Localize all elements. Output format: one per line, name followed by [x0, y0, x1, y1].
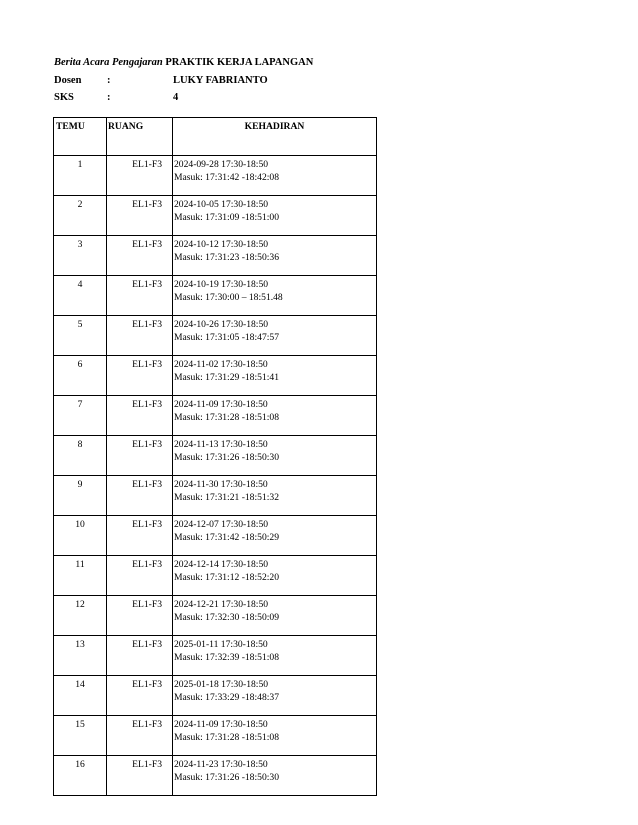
cell-temu: 2 [54, 196, 107, 236]
dosen-value: LUKY FABRIANTO [173, 75, 268, 86]
sks-label: SKS [54, 92, 74, 103]
attendance-text: Masuk: 17:33:29 -18:48:37 [174, 692, 279, 703]
title-main: PRAKTIK KERJA LAPANGAN [165, 57, 314, 68]
attendance-text: Masuk: 17:31:12 -18:52:20 [174, 572, 279, 583]
attendance-text: Masuk: 17:31:26 -18:50:30 [174, 452, 279, 463]
table-row [54, 396, 377, 436]
cell-temu: 10 [54, 516, 107, 556]
attendance-text: Masuk: 17:32:30 -18:50:09 [174, 612, 279, 623]
attendance-text: Masuk: 17:31:21 -18:51:32 [174, 492, 279, 503]
cell-ruang: EL1-F3 [107, 436, 173, 476]
cell-ruang: EL1-F3 [107, 596, 173, 636]
cell-kehadiran [173, 476, 377, 516]
cell-temu: 9 [54, 476, 107, 516]
cell-temu: 4 [54, 276, 107, 316]
table-header-row [54, 118, 377, 156]
cell-ruang: EL1-F3 [107, 676, 173, 716]
attendance-text: Masuk: 17:31:28 -18:51:08 [174, 732, 279, 743]
cell-kehadiran [173, 276, 377, 316]
attendance-text: Masuk: 17:31:42 -18:50:29 [174, 532, 279, 543]
table-row [54, 556, 377, 596]
attendance-text: Masuk: 17:31:05 -18:47:57 [174, 332, 279, 343]
schedule-text: 2024-12-21 17:30-18:50 [174, 599, 269, 610]
cell-temu: 8 [54, 436, 107, 476]
schedule-text: 2024-10-12 17:30-18:50 [174, 239, 269, 250]
attendance-text: Masuk: 17:30:00 – 18:51.48 [174, 292, 283, 303]
header-temu: TEMU [54, 118, 107, 156]
sks-value: 4 [173, 92, 179, 103]
cell-temu: 1 [54, 156, 107, 196]
cell-ruang: EL1-F3 [107, 156, 173, 196]
cell-kehadiran [173, 356, 377, 396]
dosen-label: Dosen [54, 75, 82, 86]
cell-ruang: EL1-F3 [107, 236, 173, 276]
table-row [54, 516, 377, 556]
cell-kehadiran [173, 396, 377, 436]
cell-kehadiran [173, 516, 377, 556]
cell-kehadiran [173, 316, 377, 356]
cell-kehadiran [173, 556, 377, 596]
schedule-text: 2024-11-09 17:30-18:50 [174, 719, 268, 730]
schedule-text: 2024-11-23 17:30-18:50 [174, 759, 268, 770]
document-title [54, 57, 313, 68]
schedule-text: 2025-01-11 17:30-18:50 [174, 639, 268, 650]
attendance-text: Masuk: 17:31:09 -18:51:00 [174, 212, 279, 223]
cell-temu: 3 [54, 236, 107, 276]
title-lead: Berita Acara Pengajaran [54, 57, 163, 68]
table-row [54, 676, 377, 716]
cell-temu: 15 [54, 716, 107, 756]
table-row [54, 476, 377, 516]
attendance-text: Masuk: 17:32:39 -18:51:08 [174, 652, 279, 663]
cell-ruang: EL1-F3 [107, 396, 173, 436]
cell-kehadiran [173, 676, 377, 716]
cell-temu: 5 [54, 316, 107, 356]
schedule-text: 2024-11-02 17:30-18:50 [174, 359, 268, 370]
table-row [54, 356, 377, 396]
header-kehadiran: KEHADIRAN [173, 118, 377, 156]
dosen-colon: : [107, 75, 111, 86]
schedule-text: 2025-01-18 17:30-18:50 [174, 679, 269, 690]
cell-temu: 16 [54, 756, 107, 796]
cell-ruang: EL1-F3 [107, 196, 173, 236]
attendance-text: Masuk: 17:31:23 -18:50:36 [174, 252, 279, 263]
schedule-text: 2024-10-05 17:30-18:50 [174, 199, 269, 210]
table-row [54, 636, 377, 676]
table-row [54, 756, 377, 796]
schedule-text: 2024-09-28 17:30-18:50 [174, 159, 269, 170]
cell-ruang: EL1-F3 [107, 316, 173, 356]
cell-ruang: EL1-F3 [107, 476, 173, 516]
header-ruang: RUANG [107, 118, 173, 156]
cell-ruang: EL1-F3 [107, 516, 173, 556]
attendance-table [53, 117, 377, 796]
table-row [54, 596, 377, 636]
schedule-text: 2024-10-26 17:30-18:50 [174, 319, 269, 330]
cell-kehadiran [173, 756, 377, 796]
cell-ruang: EL1-F3 [107, 556, 173, 596]
sks-colon: : [107, 92, 111, 103]
table-row [54, 316, 377, 356]
table-row [54, 276, 377, 316]
cell-kehadiran [173, 636, 377, 676]
cell-kehadiran [173, 156, 377, 196]
cell-temu: 14 [54, 676, 107, 716]
cell-ruang: EL1-F3 [107, 756, 173, 796]
schedule-text: 2024-11-30 17:30-18:50 [174, 479, 268, 490]
cell-ruang: EL1-F3 [107, 276, 173, 316]
attendance-text: Masuk: 17:31:28 -18:51:08 [174, 412, 279, 423]
schedule-text: 2024-12-14 17:30-18:50 [174, 559, 269, 570]
attendance-text: Masuk: 17:31:42 -18:42:08 [174, 172, 279, 183]
cell-ruang: EL1-F3 [107, 636, 173, 676]
cell-temu: 7 [54, 396, 107, 436]
schedule-text: 2024-10-19 17:30-18:50 [174, 279, 269, 290]
schedule-text: 2024-12-07 17:30-18:50 [174, 519, 269, 530]
cell-temu: 11 [54, 556, 107, 596]
cell-kehadiran [173, 196, 377, 236]
schedule-text: 2024-11-09 17:30-18:50 [174, 399, 268, 410]
attendance-text: Masuk: 17:31:26 -18:50:30 [174, 772, 279, 783]
cell-kehadiran [173, 596, 377, 636]
cell-temu: 6 [54, 356, 107, 396]
table-row [54, 156, 377, 196]
cell-kehadiran [173, 716, 377, 756]
cell-ruang: EL1-F3 [107, 356, 173, 396]
table-row [54, 236, 377, 276]
cell-temu: 12 [54, 596, 107, 636]
attendance-text: Masuk: 17:31:29 -18:51:41 [174, 372, 279, 383]
schedule-text: 2024-11-13 17:30-18:50 [174, 439, 268, 450]
cell-temu: 13 [54, 636, 107, 676]
table-row [54, 196, 377, 236]
cell-ruang: EL1-F3 [107, 716, 173, 756]
cell-kehadiran [173, 236, 377, 276]
cell-kehadiran [173, 436, 377, 476]
table-row [54, 436, 377, 476]
table-row [54, 716, 377, 756]
